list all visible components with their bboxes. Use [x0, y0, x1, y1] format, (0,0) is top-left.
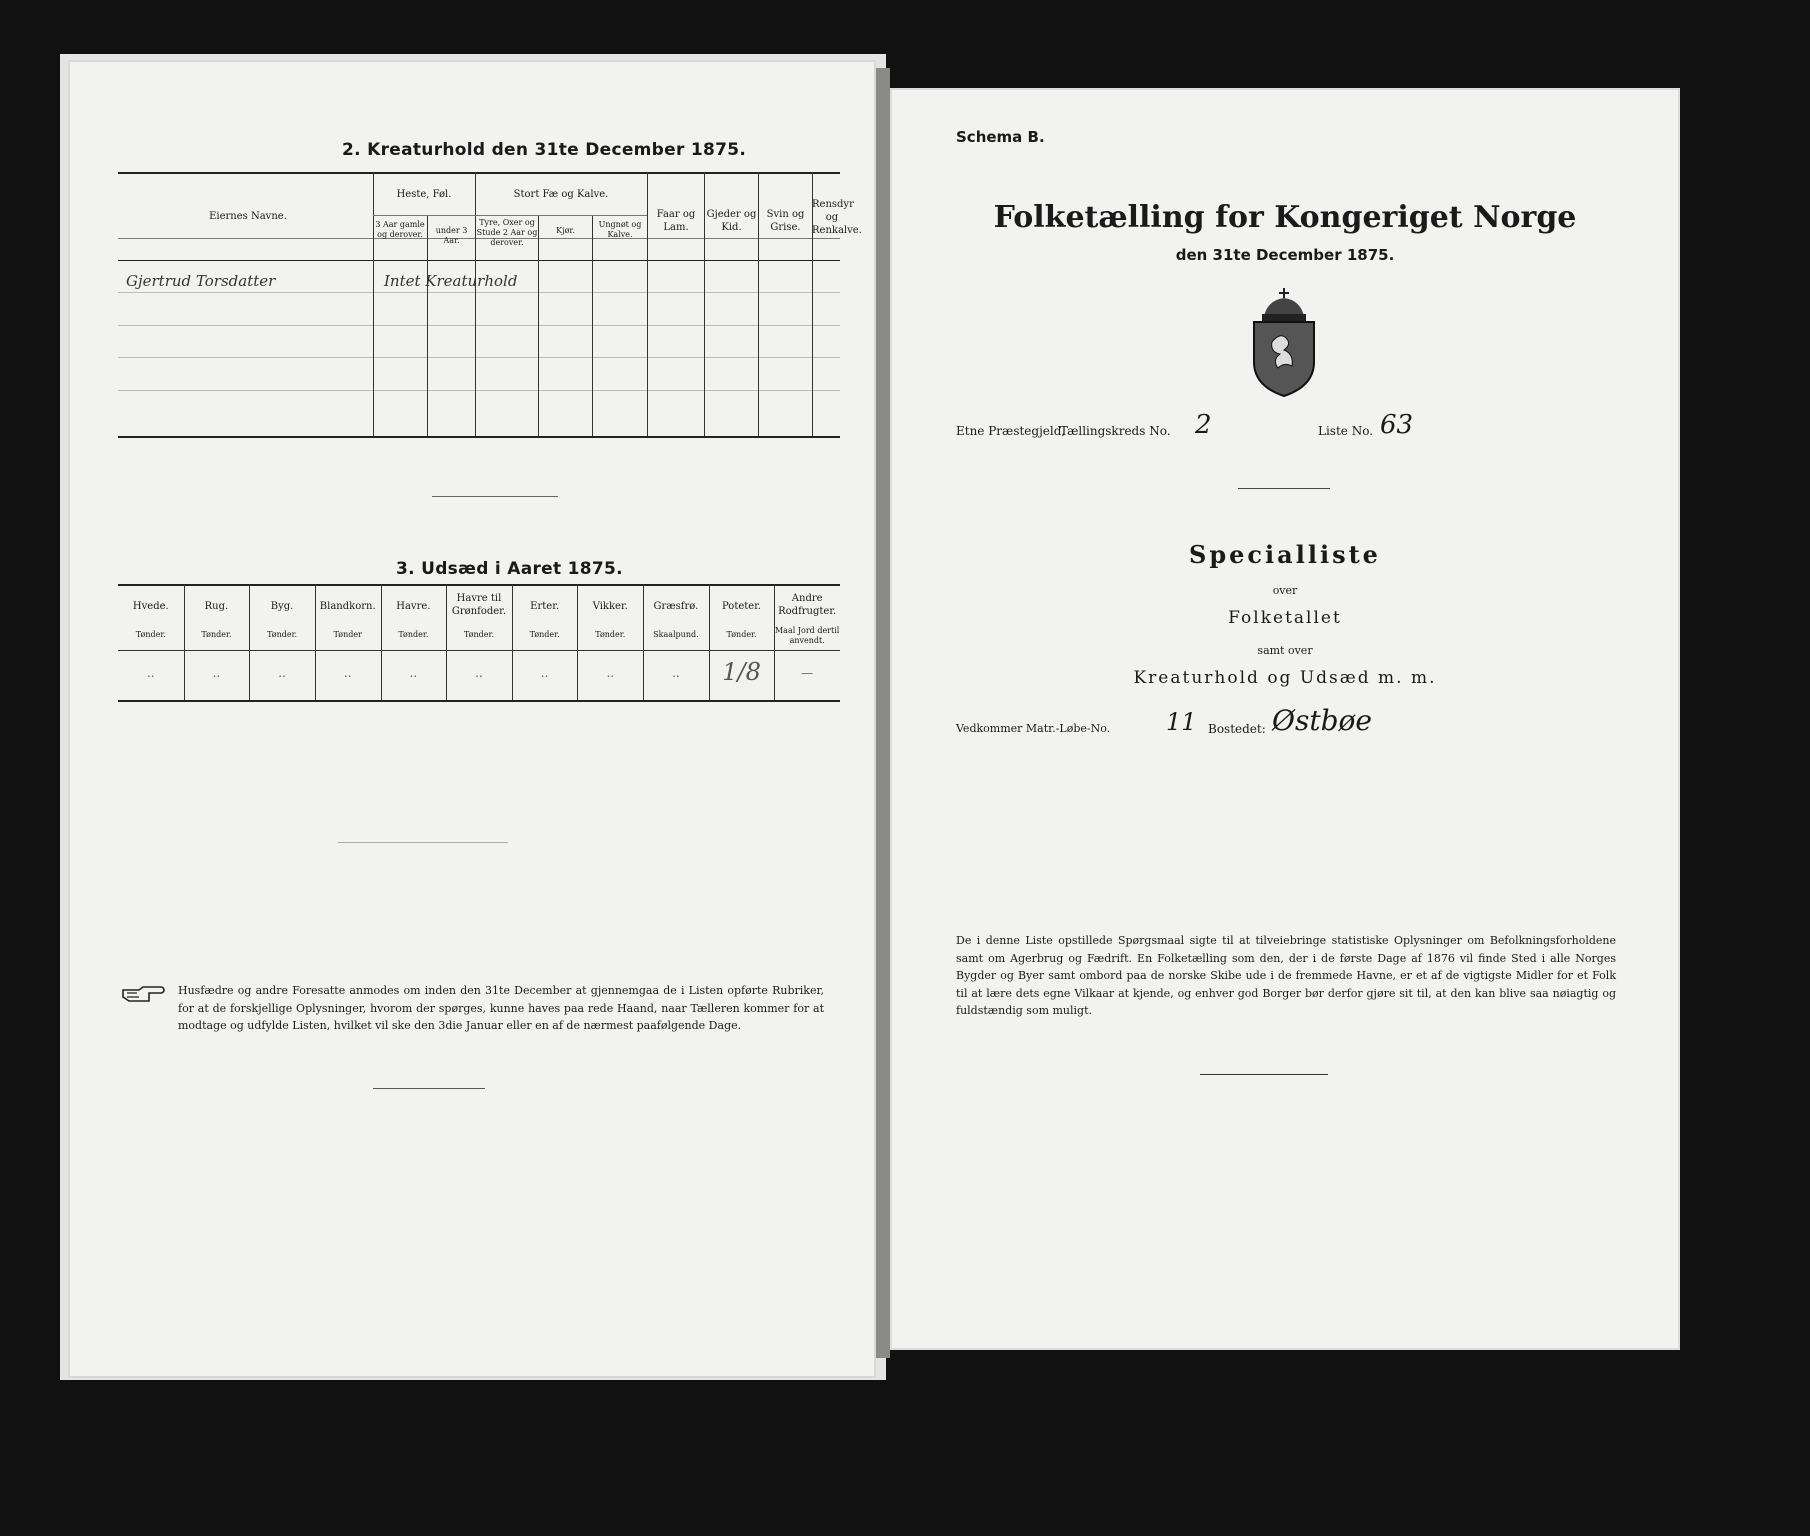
matr-label: Vedkommer Matr.-Løbe-No.: [956, 722, 1111, 735]
faar-header: Faar og Lam.: [656, 209, 696, 233]
parish-label: Etne Præstegjeld,: [956, 424, 1066, 438]
seed-col-header: Rug.: [204, 601, 229, 612]
bosted-value: Østbøe: [1272, 704, 1372, 737]
seed-col-value: —: [801, 666, 814, 680]
stort-sub3: Ungnøt og Kalve.: [598, 220, 642, 239]
bosted-label: Bostedet:: [1208, 722, 1266, 736]
seed-col-unit: Tønder.: [463, 630, 494, 639]
seed-col-unit: Tønder.: [398, 630, 429, 639]
notice-paragraph: Husfædre og andre Foresatte anmodes om inden den 31te December at gjennemgaa de i Listen opførte Rubriker, for at de forskjellige Oplysninger, hvorom der spørges, kunne haves paa rede Haand, naar Tælleren kommer for at modtage og udfylde Listen, hvilket vil ske den 3die Januar eller en af de nærmest paafølgende Dage.: [178, 984, 824, 1032]
seed-col-unit: Tønder.: [201, 630, 232, 639]
seed-col-header: Byg.: [270, 601, 294, 612]
seed-col-value: ..: [606, 666, 615, 680]
divider: [432, 496, 558, 497]
seed-col-unit: Tønder.: [135, 630, 166, 639]
stort-sub2: Kjør.: [556, 226, 575, 235]
owner-header: Eiernes Navne.: [209, 211, 287, 222]
seed-col-unit: Tønder.: [726, 630, 757, 639]
coat-of-arms-icon: [1242, 286, 1326, 398]
over-text: over: [1272, 584, 1298, 597]
seed-col-value: ..: [212, 666, 221, 680]
liste-value: 63: [1380, 410, 1414, 440]
seed-col-value: ..: [540, 666, 549, 680]
rensdyr-header: Rensdyr og Renkalve.: [812, 199, 862, 236]
seed-col-value: ..: [343, 666, 352, 680]
left-page: [68, 60, 876, 1378]
kreaturhold-text: Kreaturhold og Udsæd m. m.: [1133, 668, 1437, 688]
seed-col-header: Hvede.: [132, 601, 169, 612]
seed-col-unit: Maal Jord dertil anvendt.: [774, 626, 840, 645]
row1-note: Intet Kreaturhold: [384, 272, 518, 290]
schema-label: Schema B.: [956, 128, 1045, 146]
seed-col-value: ..: [475, 666, 483, 680]
specialliste-title: Specialliste: [1189, 540, 1381, 569]
section2-title: 2. Kreaturhold den 31te December 1875.: [342, 140, 747, 160]
seed-col-unit: Skaalpund.: [653, 630, 699, 639]
folketallet-text: Folketallet: [1228, 608, 1342, 628]
info-paragraph: De i denne Liste opstillede Spørgsmaal sigte til at tilveiebringe statistiske Oplysninger om Befolkningsforholdene samt om Agerbrug og Fædrift. En Folketælling som den, der i de første Dage af 1876 vil finde Sted i alle Norges Bygder og Byer samt ombord paa de norske Skibe ude i de fremmede Havne, er et af de vigtigste Midler for et Folk til at lære dets egne Vilkaar at kjende, og enhver god Borger bør derfor gjøre sit til, at den kan blive saa nøiagtig og fuldstændig som muligt.: [956, 934, 1616, 1017]
pointing-hand-icon: [121, 985, 167, 1003]
stort-header: Stort Fæ og Kalve.: [513, 189, 609, 200]
seed-col-header: Poteter.: [721, 601, 762, 612]
row1-owner-name: Gjertrud Torsdatter: [126, 272, 276, 290]
seed-col-value: ..: [672, 666, 680, 680]
stort-sub1: Tyre, Oxer og Stude 2 Aar og derover.: [476, 218, 538, 247]
seed-col-unit: Tønder: [333, 630, 362, 639]
section3-title: 3. Udsæd i Aaret 1875.: [396, 559, 623, 579]
seed-col-header: Erter.: [530, 601, 560, 612]
gjeder-header: Gjeder og Kid.: [706, 209, 757, 233]
matr-value: 11: [1166, 708, 1197, 736]
seed-col-value: ..: [146, 666, 155, 680]
svin-header: Svin og Grise.: [766, 209, 805, 233]
liste-label: Liste No.: [1318, 424, 1374, 438]
divider-1: [1238, 488, 1330, 489]
seed-col-value: ..: [278, 666, 286, 680]
seed-col-header: Havre til Grønfoder.: [451, 593, 507, 617]
main-title: Folketælling for Kongeriget Norge: [993, 200, 1577, 235]
seed-col-header: Græsfrø.: [653, 601, 699, 612]
seed-col-header: Andre Rodfrugter.: [778, 593, 837, 617]
heste-sub2: under 3 Aar.: [435, 226, 468, 245]
seed-col-header: Blandkorn.: [319, 601, 376, 612]
seed-col-unit: Tønder.: [529, 630, 560, 639]
heste-header: Heste, Føl.: [396, 189, 452, 200]
seed-col-header: Vikker.: [592, 601, 628, 612]
census-date: den 31te December 1875.: [1175, 246, 1395, 264]
kreds-label: Tællingskreds No.: [1060, 424, 1171, 438]
faint-divider: [338, 842, 508, 843]
seed-col-unit: Tønder.: [267, 630, 298, 639]
right-page: [890, 88, 1680, 1350]
kreds-value: 2: [1195, 410, 1212, 440]
samt-over-text: samt over: [1257, 644, 1313, 657]
heste-sub1: 3 Aar gamle og derover.: [375, 220, 425, 239]
seed-col-header: Havre.: [396, 601, 431, 612]
divider-2: [1200, 1074, 1328, 1075]
book-spine: [876, 68, 890, 1358]
bottom-divider: [373, 1088, 485, 1089]
seed-col-value: ..: [409, 666, 418, 680]
seed-col-value: 1/8: [722, 658, 761, 686]
seed-col-unit: Tønder.: [595, 630, 626, 639]
